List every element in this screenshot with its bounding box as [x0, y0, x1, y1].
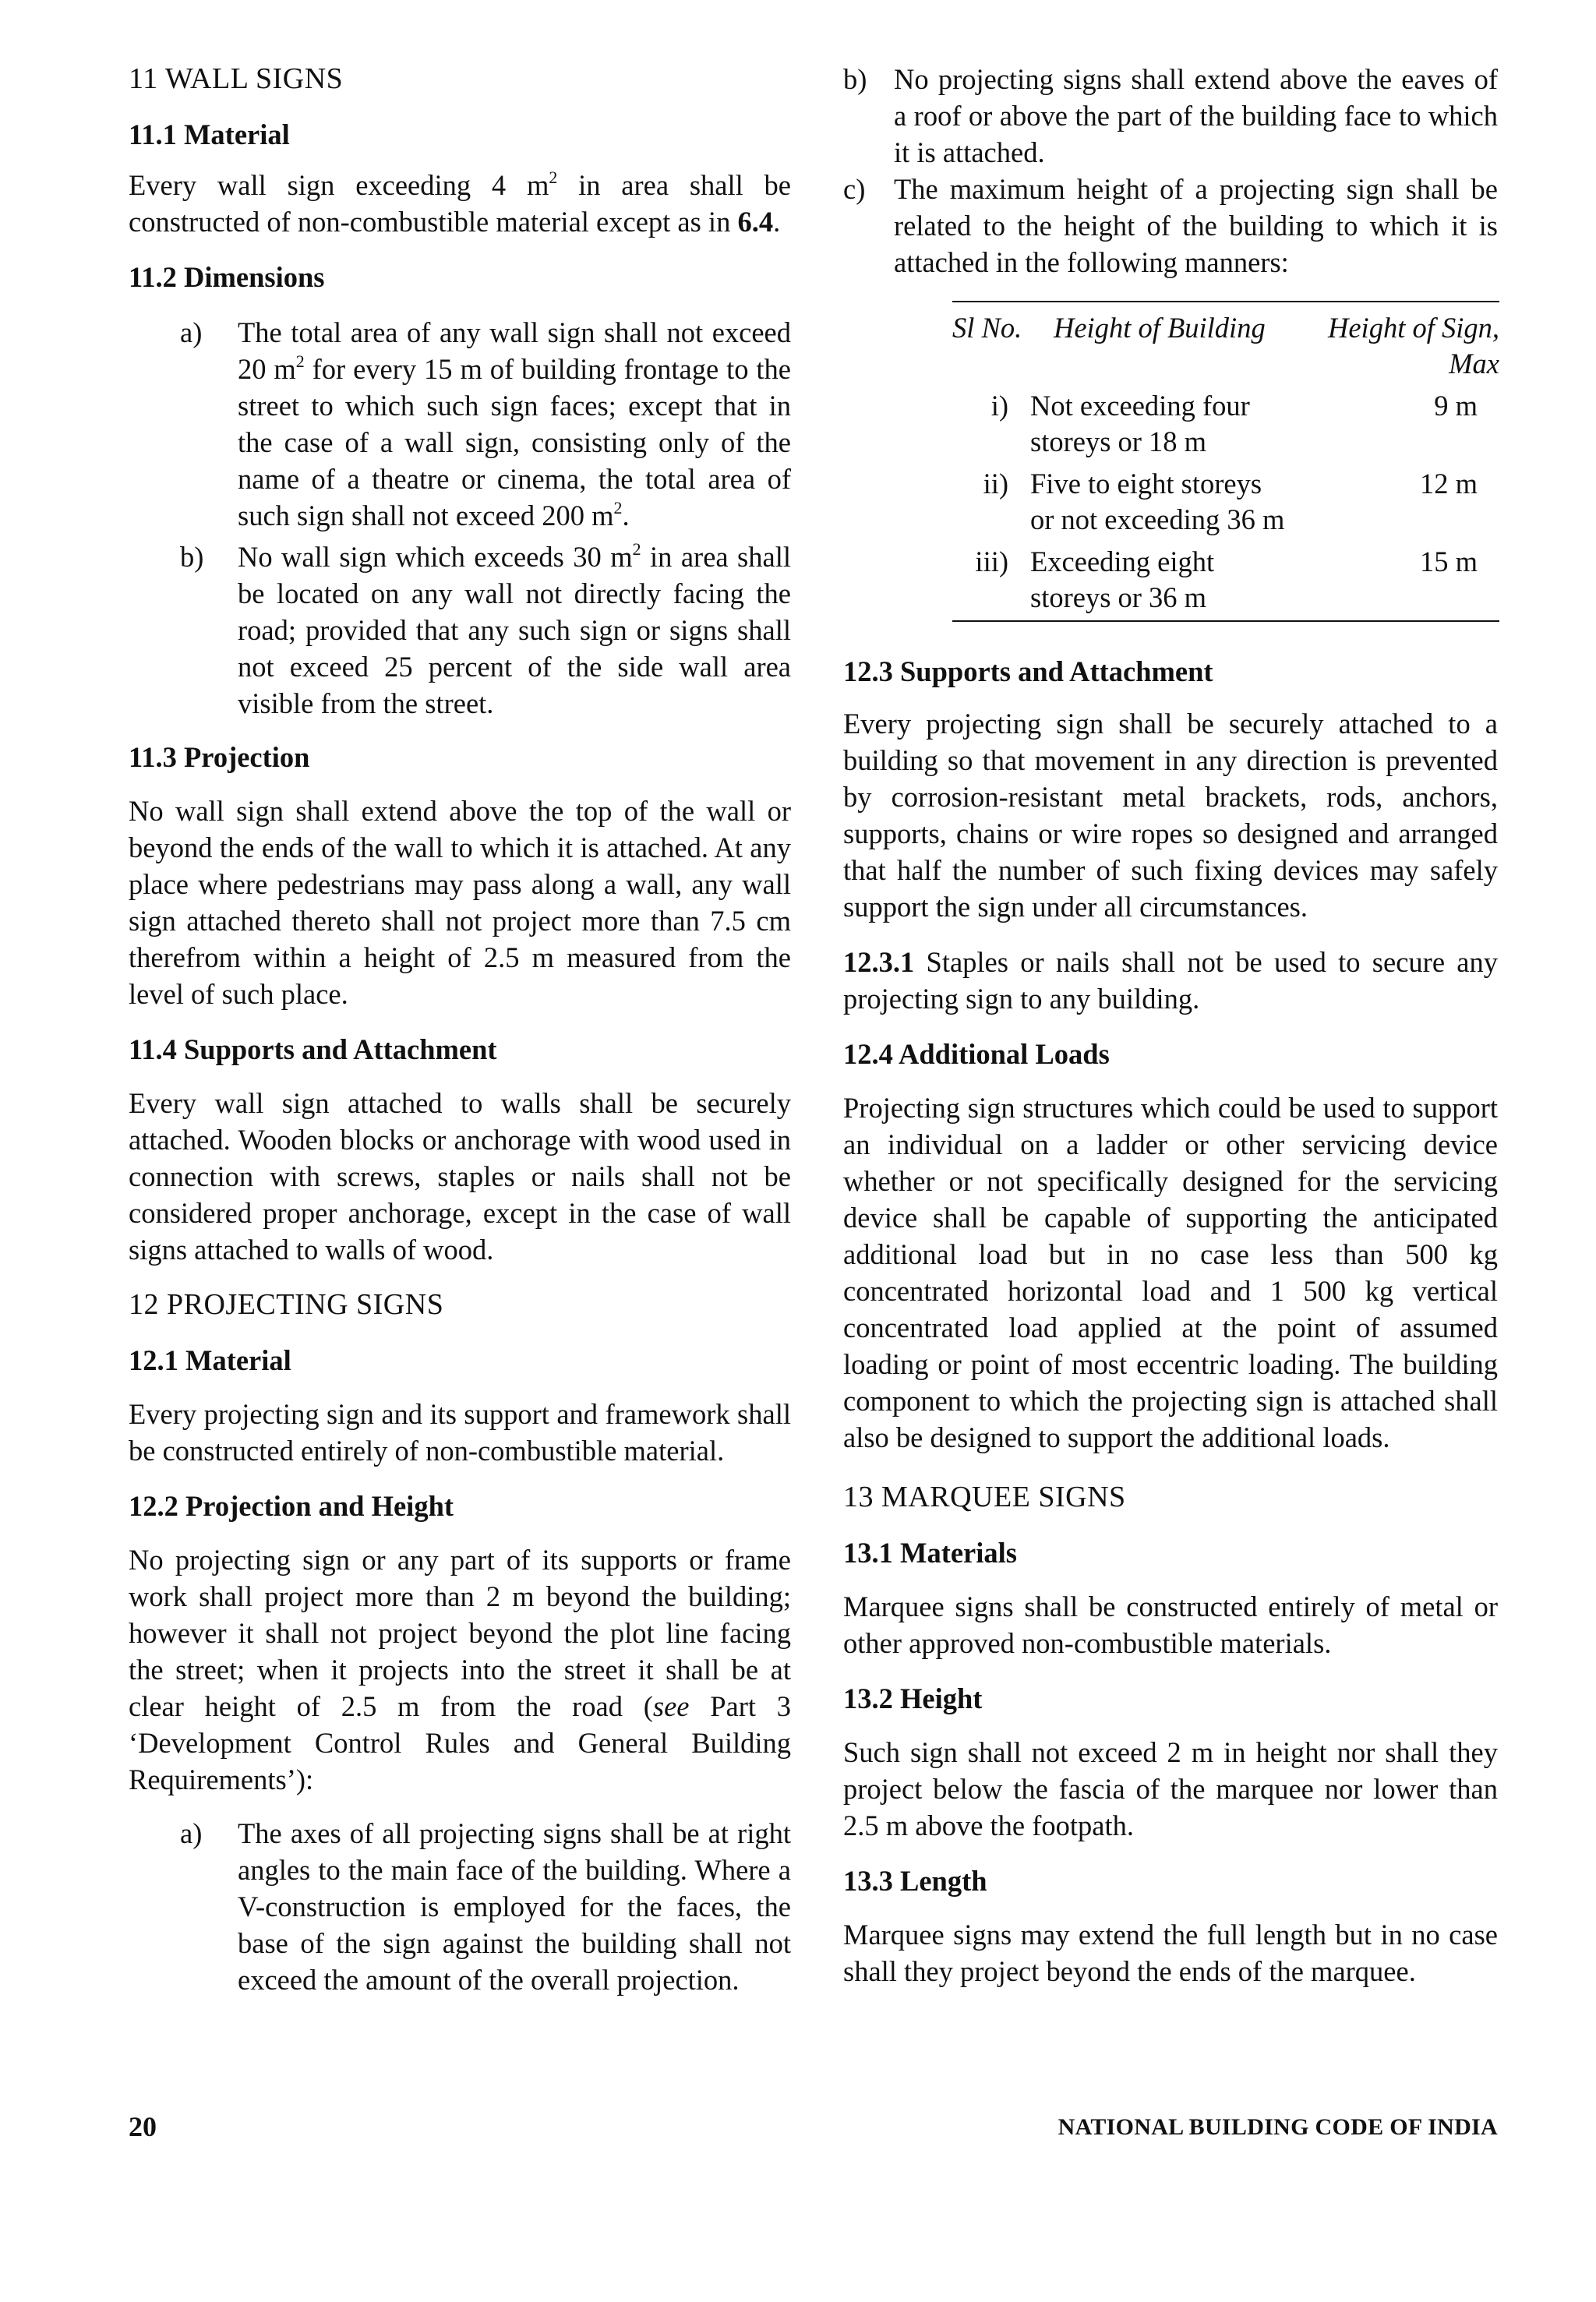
superscript: 2	[632, 538, 641, 559]
table-row	[952, 544, 1499, 616]
list-marker: a)	[180, 316, 203, 348]
table-cell-building: Five to eight storeys or not exceeding 36 m	[1030, 468, 1285, 535]
row-spacer	[1322, 460, 1499, 466]
table-cell-building: Not exceeding four storeys or 18 m	[1030, 390, 1250, 457]
text-run: for every 15 m of building frontage to the street to which such sign faces; except that in the case of a wall sign, consisting only of the name of a theatre or cinema, the total area of such sign shall not exceed 200 m	[238, 353, 791, 531]
section-11-3-heading: 11.3 Projection	[129, 741, 310, 773]
section-11-1-heading: 11.1 Material	[129, 118, 290, 150]
section-12-2-heading: 12.2 Projection and Height	[129, 1490, 454, 1522]
sign-height-table	[952, 301, 1499, 622]
section-11-heading: 11 WALL SIGNS	[129, 62, 344, 95]
list-item	[129, 538, 791, 722]
superscript: 2	[549, 167, 558, 187]
text-run-italic: see	[652, 1690, 690, 1722]
section-11-2-list	[129, 314, 791, 722]
list-marker: c)	[843, 173, 866, 205]
section-13-1-heading: 13.1 Materials	[843, 1537, 1017, 1569]
text-run: Staples or nails shall not be used to secure any projecting sign to any building.	[843, 946, 1498, 1015]
text-run: in area shall be constructed of non-combustible material except as in	[129, 169, 791, 238]
clause-number: 12.3.1	[843, 946, 915, 978]
superscript: 2	[295, 351, 305, 371]
section-12-2-list-continued	[843, 61, 1498, 281]
section-13-heading: 13 MARQUEE SIGNS	[843, 1481, 1126, 1513]
section-13-2-heading: 13.2 Height	[843, 1682, 983, 1714]
right-column	[843, 61, 1498, 1990]
publication-title: NATIONAL BUILDING CODE OF INDIA	[1058, 2114, 1498, 2140]
text-run: No wall sign which exceeds 30 m	[238, 541, 633, 573]
row-spacer	[1022, 538, 1322, 544]
text-run: No projecting sign or any part of its supports or frame work shall project more than 2 m beyond the building; however it shall not project beyond the plot line facing the street; when it projects into the street it shall be at clear height of 2.5 m from the road (	[129, 1544, 791, 1722]
list-marker: b)	[843, 63, 867, 95]
list-item-text	[238, 314, 791, 534]
list-marker: a)	[180, 1817, 203, 1849]
table-cell-sign: 12 m	[1419, 468, 1478, 500]
table-row	[952, 466, 1499, 538]
table	[952, 302, 1499, 616]
section-11-4-paragraph: Every wall sign attached to walls shall be securely attached. Wooden blocks or anchorage with wood used in connection with screws, staples or nails shall not be considered proper anchorage, except in the case of wall signs attached to walls of wood.	[129, 1087, 791, 1266]
table-cell-sl: i)	[990, 390, 1008, 422]
row-spacer	[1022, 460, 1322, 466]
section-12-1-paragraph: Every projecting sign and its support and framework shall be constructed entirely of non-combustible material.	[129, 1398, 791, 1467]
text-run: The total area of any wall sign shall not exceed 20 m	[238, 316, 791, 385]
list-item	[129, 314, 791, 534]
section-12-4-heading: 12.4 Additional Loads	[843, 1038, 1110, 1070]
table-cell-sl: ii)	[983, 468, 1008, 500]
superscript: 2	[613, 497, 623, 517]
row-spacer	[952, 460, 1022, 466]
list-item-text: No projecting signs shall extend above the eaves of a roof or above the part of the building face to which it is attached.	[894, 63, 1498, 168]
list-item	[843, 61, 1498, 171]
section-12-2-paragraph	[129, 1541, 791, 1798]
list-item-text: The maximum height of a projecting sign shall be related to the height of the building to which it is attached in the following manners:	[894, 173, 1498, 278]
section-11-3-paragraph: No wall sign shall extend above the top of the wall or beyond the ends of the wall to which it is attached. At any place where pedestrians may pass along a wall, any wall sign attached thereto shall not project more than 7.5 cm therefrom within a height of 2.5 m measured from the level of such place.	[129, 795, 791, 1010]
section-12-3-paragraph: Every projecting sign shall be securely attached to a building so that movement in any direction is prevented by corrosion-resistant metal brackets, rods, anchors, supports, chains or wire ropes so designed and arranged that half the number of such fixing devices may safely support the sign under all circumstances.	[843, 708, 1498, 923]
list-item	[129, 1815, 791, 1998]
section-12-3-1-paragraph	[843, 944, 1498, 1017]
text-run: in area shall be located on any wall not directly facing the road; provided that any such sign or signs shall not exceed 25 percent of the side wall area visible from the street.	[238, 541, 791, 719]
table-cell-sign: 9 m	[1434, 390, 1478, 422]
column-header-sign: Height of Sign, Max	[1328, 312, 1499, 380]
row-spacer	[1322, 538, 1499, 544]
list-item-text: The axes of all projecting signs shall be at right angles to the main face of the building. Where a V-construction is employed for the faces, the base of the sign against the building shall not exceed the amount of the overall projection.	[238, 1817, 791, 1996]
page-number: 20	[129, 2111, 157, 2142]
list-item-text	[238, 538, 791, 722]
text-run: .	[773, 206, 781, 238]
section-13-2-paragraph: Such sign shall not exceed 2 m in height nor shall they project below the fascia of the marquee nor lower than 2.5 m above the footpath.	[843, 1736, 1498, 1841]
section-11-4-heading: 11.4 Supports and Attachment	[129, 1033, 497, 1065]
list-marker: b)	[180, 541, 204, 573]
table-cell-building: Exceeding eight storeys or 36 m	[1030, 545, 1215, 613]
section-13-3-paragraph: Marquee signs may extend the full length but in no case shall they project beyond the ends of the marquee.	[843, 1919, 1498, 1987]
section-12-4-paragraph: Projecting sign structures which could be used to support an individual on a ladder or other servicing device whether or not specifically designed for the servicing device shall be capable of supporting the anticipated additional load but in no case less than 500 kg concentrated horizontal load and 1 500 kg vertical concentrated load applied at the point of assumed loading or point of most eccentric loading. The building component to which the projecting sign is attached shall also be designed to support the additional loads.	[843, 1092, 1498, 1453]
section-13-3-heading: 13.3 Length	[843, 1865, 987, 1897]
list-item	[843, 171, 1498, 281]
row-spacer	[952, 538, 1022, 544]
section-12-3-heading: 12.3 Supports and Attachment	[843, 655, 1213, 687]
column-header-building: Height of Building	[1054, 312, 1266, 344]
section-11-2-heading: 11.2 Dimensions	[129, 261, 325, 293]
table-header-row	[952, 302, 1499, 388]
section-11-1-paragraph	[129, 167, 791, 240]
text-run: Part 3 ‘Development Control Rules and General Building Requirements’):	[129, 1690, 791, 1795]
table-row	[952, 388, 1499, 460]
table-cell-sign: 15 m	[1419, 545, 1478, 577]
section-12-1-heading: 12.1 Material	[129, 1344, 291, 1376]
section-13-1-paragraph: Marquee signs shall be constructed entirely of metal or other approved non-combustible materials.	[843, 1591, 1498, 1659]
section-12-2-list	[129, 1815, 791, 1998]
text-run: Every wall sign exceeding 4 m	[129, 169, 549, 201]
clause-reference: 6.4	[737, 206, 774, 238]
table-cell-sl: iii)	[975, 545, 1008, 577]
left-column	[129, 61, 791, 1998]
section-12-heading: 12 PROJECTING SIGNS	[129, 1288, 444, 1321]
column-header-sl: Sl No.	[952, 312, 1022, 344]
text-run: .	[622, 500, 630, 531]
